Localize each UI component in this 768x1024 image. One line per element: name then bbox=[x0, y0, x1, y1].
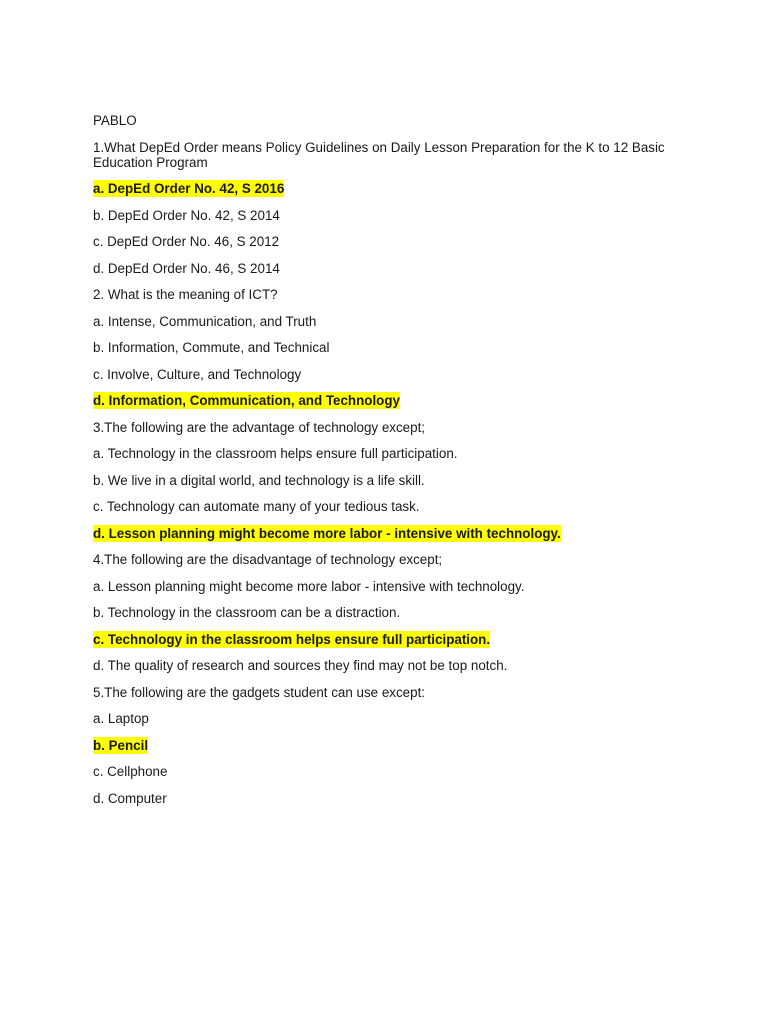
option-5d: d. Computer bbox=[93, 790, 167, 806]
document-body bbox=[93, 113, 683, 817]
option-4a: a. Lesson planning might become more labor - intensive with technology. bbox=[93, 578, 525, 594]
question-1: 1.What DepEd Order means Policy Guidelines on Daily Lesson Preparation for the K to 12 Basic Education Program bbox=[93, 139, 665, 170]
option-3d bbox=[93, 526, 683, 541]
option-1c: c. DepEd Order No. 46, S 2012 bbox=[93, 234, 280, 249]
correct-answer: d. Information, Communication, and Technology bbox=[93, 393, 400, 408]
correct-answer: b. Pencil bbox=[93, 737, 149, 753]
option-2c: c. Involve, Culture, and Technology bbox=[93, 366, 302, 382]
question-3: 3.The following are the advantage of technology except; bbox=[93, 419, 426, 435]
option-1a bbox=[93, 181, 683, 196]
option-5a: a. Laptop bbox=[93, 711, 149, 726]
option-5b bbox=[93, 738, 683, 753]
option-3b: b. We live in a digital world, and technology is a life skill. bbox=[93, 472, 425, 488]
option-1d: d. DepEd Order No. 46, S 2014 bbox=[93, 260, 280, 276]
option-5c: c. Cellphone bbox=[93, 764, 168, 779]
correct-answer: c. Technology in the classroom helps ensure full participation. bbox=[93, 631, 491, 647]
option-2d bbox=[93, 393, 683, 408]
correct-answer: d. Lesson planning might become more labor - intensive with technology. bbox=[93, 525, 561, 541]
option-3a: a. Technology in the classroom helps ensure full participation. bbox=[93, 446, 458, 461]
option-3c: c. Technology can automate many of your tedious task. bbox=[93, 499, 420, 514]
option-4c bbox=[93, 632, 683, 647]
option-2b: b. Information, Commute, and Technical bbox=[93, 340, 330, 355]
option-1b: b. DepEd Order No. 42, S 2014 bbox=[93, 207, 280, 223]
student-name: PABLO bbox=[93, 113, 137, 128]
correct-answer: a. DepEd Order No. 42, S 2016 bbox=[93, 181, 285, 196]
option-4d: d. The quality of research and sources they find may not be top notch. bbox=[93, 658, 508, 673]
option-2a: a. Intense, Communication, and Truth bbox=[93, 313, 317, 329]
question-2: 2. What is the meaning of ICT? bbox=[93, 287, 278, 302]
option-4b: b. Technology in the classroom can be a distraction. bbox=[93, 605, 401, 620]
question-4: 4.The following are the disadvantage of technology except; bbox=[93, 552, 443, 567]
question-5: 5.The following are the gadgets student can use except: bbox=[93, 684, 426, 700]
